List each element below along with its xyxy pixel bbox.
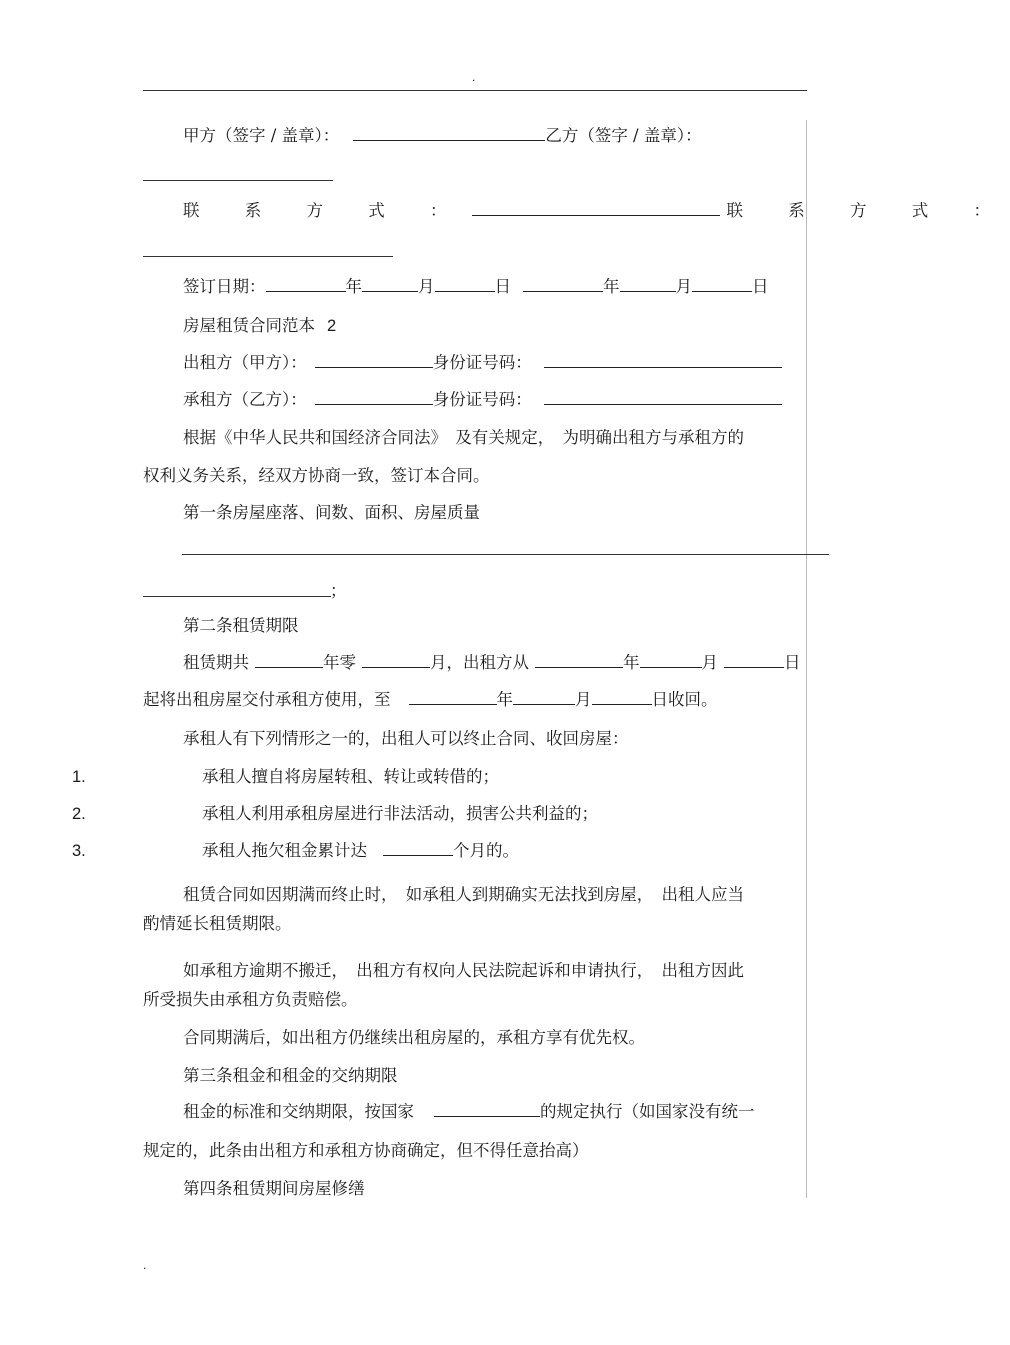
term-years-blank[interactable] — [255, 652, 323, 668]
date-b-day: 日 — [752, 277, 769, 296]
date-label: 签订日期： — [183, 277, 266, 296]
article-1-blank-1[interactable] — [182, 554, 829, 555]
date-b-month-blank[interactable] — [620, 276, 676, 292]
article-1-blank-2[interactable] — [143, 596, 331, 597]
move-para-1: 如承租方逾期不搬迁， 出租方有权向人民法院起诉和申请执行， 出租方因此 — [183, 961, 744, 980]
contract-number: 2 — [327, 317, 337, 335]
rent-line-1 — [183, 1101, 755, 1123]
term-line-1 — [183, 652, 801, 674]
lessor-label: 出租方（甲方）： — [183, 353, 307, 372]
contact-b-label: 联 系 方 式 ： — [726, 201, 1010, 220]
date-a-day-blank[interactable] — [435, 276, 495, 292]
date-a-year: 年 — [345, 277, 362, 296]
end-year-blank[interactable] — [409, 689, 497, 705]
term-d: 年 — [623, 653, 640, 672]
article-1-end: ； — [330, 581, 347, 600]
header-dot: . — [472, 70, 476, 84]
header-rule — [143, 90, 807, 91]
term2-c: 月 — [575, 690, 592, 709]
term-c: 月，出租方从 — [430, 653, 529, 672]
rent-1b: 的规定执行（如国家没有统一 — [540, 1102, 755, 1121]
expire-para-2: 酌情延长租赁期限。 — [143, 914, 292, 933]
lessor-line — [183, 352, 782, 374]
item-1-number: 1. — [72, 768, 86, 786]
item-2-number: 2. — [72, 805, 86, 823]
rent-regulation-blank[interactable] — [434, 1101, 540, 1117]
date-b-month: 月 — [675, 277, 692, 296]
priority-para: 合同期满后，如出租方仍继续出租房屋的，承租方享有优先权。 — [183, 1028, 645, 1047]
intro-line-2: 权利义务关系，经双方协商一致，签订本合同。 — [143, 466, 490, 485]
lessee-id-label: 身份证号码： — [432, 390, 532, 409]
term-line-2 — [143, 689, 718, 711]
right-margin-line — [806, 120, 807, 1198]
lessor-id-label: 身份证号码： — [432, 353, 532, 372]
article-2-title: 第二条租赁期限 — [183, 616, 299, 635]
start-month-blank[interactable] — [640, 652, 702, 668]
date-a-month-blank[interactable] — [362, 276, 418, 292]
term-f: 日 — [784, 653, 801, 672]
date-a-month: 月 — [418, 277, 435, 296]
terminate-intro: 承租人有下列情形之一的，出租人可以终止合同、收回房屋： — [183, 729, 629, 748]
party-a-blank[interactable] — [353, 125, 545, 141]
party-b-blank[interactable] — [143, 180, 333, 181]
item-1-text: 承租人擅自将房屋转租、转让或转借的； — [202, 767, 499, 786]
signature-party-a-line — [183, 125, 702, 147]
footer-dot: . — [143, 1258, 147, 1272]
article-4-title: 第四条租赁期间房屋修缮 — [183, 1179, 365, 1198]
date-a-day: 日 — [494, 277, 511, 296]
item-3-text: 承租人拖欠租金累计达 — [202, 841, 367, 860]
term2-b: 年 — [496, 690, 513, 709]
item-3-text-end: 个月的。 — [453, 841, 519, 860]
end-day-blank[interactable] — [592, 689, 652, 705]
contract-title — [183, 315, 336, 337]
lessee-id-blank[interactable] — [544, 389, 782, 405]
expire-para-1: 租赁合同如因期满而终止时， 如承租人到期确实无法找到房屋， 出租人应当 — [183, 885, 744, 904]
intro-line-1: 根据《中华人民共和国经济合同法》 及有关规定， 为明确出租方与承租方的 — [183, 428, 744, 447]
article-1-title: 第一条房屋座落、间数、面积、房屋质量 — [183, 503, 480, 522]
start-year-blank[interactable] — [535, 652, 623, 668]
party-b-label: 乙方（签字 / 盖章）： — [545, 126, 702, 145]
term-e: 月 — [701, 653, 718, 672]
party-a-label: 甲方（签字 / 盖章）： — [183, 126, 340, 145]
contact-b-blank[interactable] — [143, 256, 393, 257]
contact-a-blank[interactable] — [472, 200, 720, 216]
contact-a-label: 联 系 方 式 ： — [183, 201, 467, 220]
item-2-text: 承租人利用承租房屋进行非法活动，损害公共利益的； — [202, 804, 598, 823]
lessee-name-blank[interactable] — [315, 389, 433, 405]
date-b-day-blank[interactable] — [692, 276, 752, 292]
date-b-year-blank[interactable] — [523, 276, 603, 292]
term-b: 年零 — [323, 653, 356, 672]
lessor-name-blank[interactable] — [315, 352, 433, 368]
date-a-year-blank[interactable] — [266, 276, 346, 292]
rent-line-2: 规定的，此条由出租方和承租方协商确定，但不得任意抬高） — [143, 1141, 589, 1160]
item-3-line — [202, 840, 519, 862]
arrears-months-blank[interactable] — [383, 840, 453, 856]
item-3-number: 3. — [72, 842, 86, 860]
lessor-id-blank[interactable] — [544, 352, 782, 368]
lessee-label: 承租方（乙方）： — [183, 390, 307, 409]
term-a: 租赁期共 — [183, 653, 249, 672]
article-3-title: 第三条租金和租金的交纳期限 — [183, 1066, 398, 1085]
term-months-blank[interactable] — [362, 652, 430, 668]
date-b-year: 年 — [603, 277, 620, 296]
move-para-2: 所受损失由承租方负责赔偿。 — [143, 990, 358, 1009]
term2-a: 起将出租房屋交付承租方使用，至 — [143, 690, 391, 709]
contract-title-text: 房屋租赁合同范本 — [183, 316, 315, 335]
signing-date-line — [183, 276, 769, 298]
end-month-blank[interactable] — [513, 689, 575, 705]
contact-line — [183, 200, 1010, 222]
start-day-blank[interactable] — [724, 652, 784, 668]
lessee-line — [183, 389, 782, 411]
term2-d: 日收回。 — [651, 690, 718, 709]
rent-1a: 租金的标准和交纳期限，按国家 — [183, 1102, 414, 1121]
